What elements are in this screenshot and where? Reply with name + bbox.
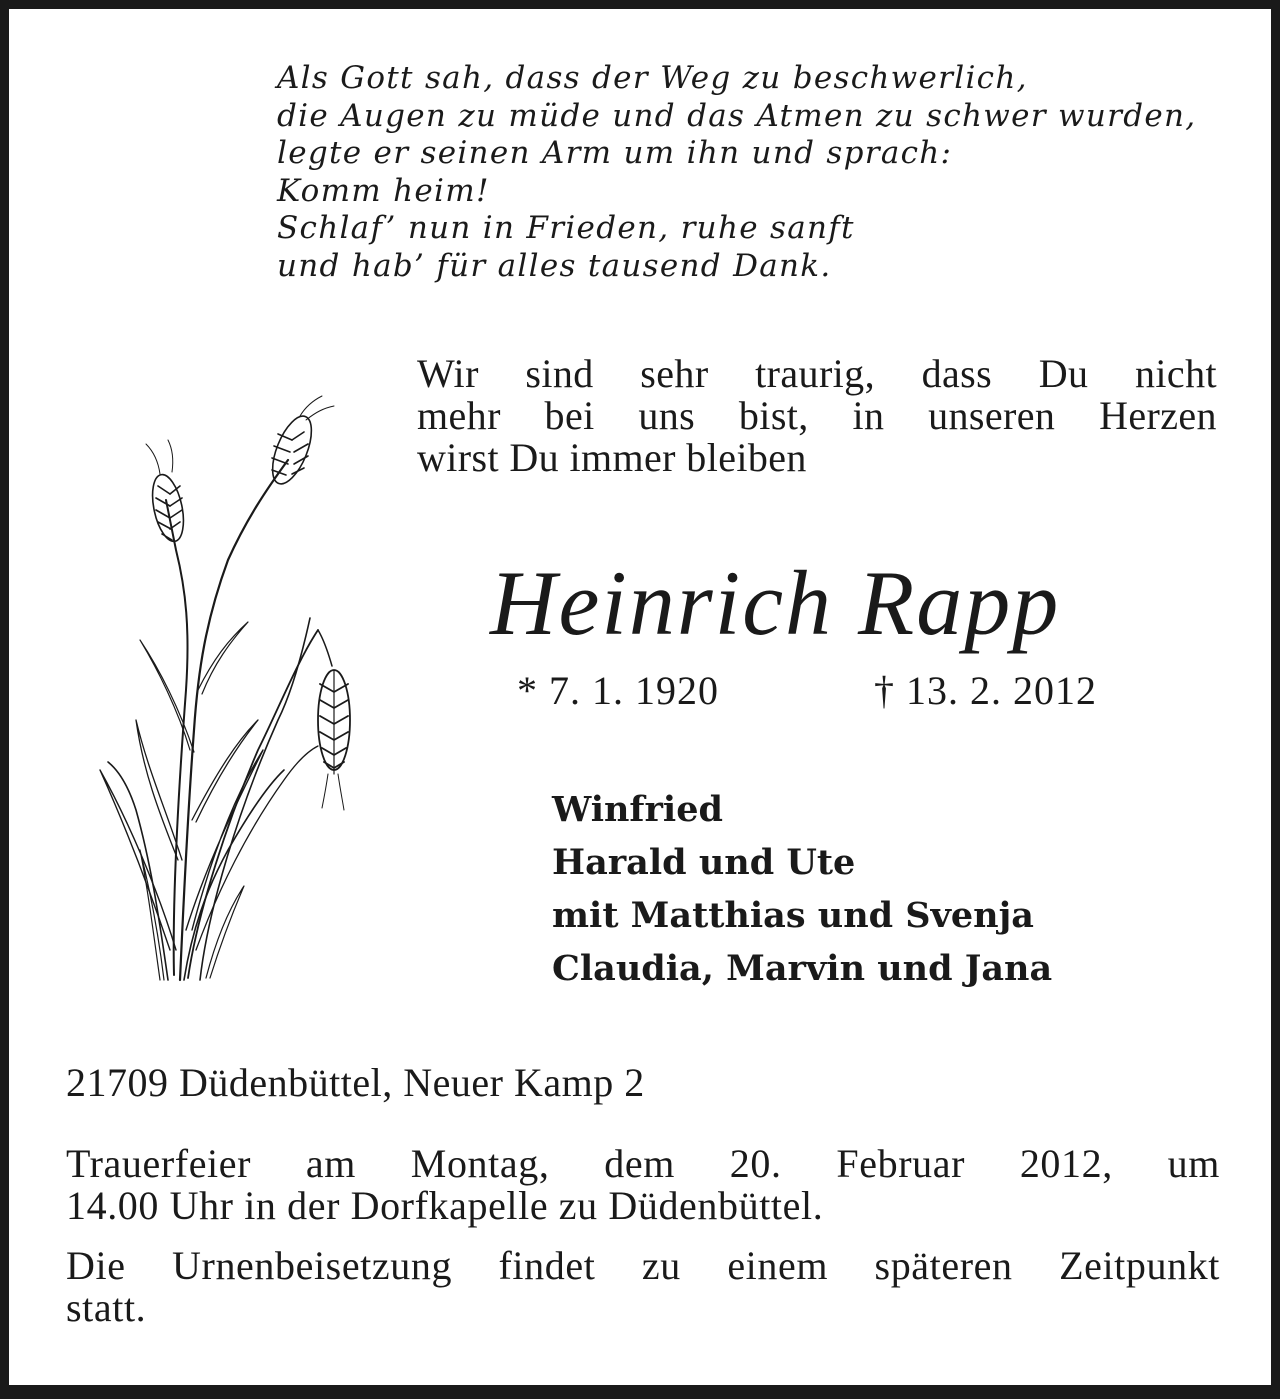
poem-line: legte er seinen Arm um ihn und sprach: (277, 135, 953, 171)
urn-line (66, 1245, 1220, 1287)
word: Du (1038, 351, 1089, 396)
word: Zeitpunkt (1059, 1243, 1220, 1288)
family-line: mit Matthias und Svenja (552, 895, 1034, 936)
word: einem (727, 1243, 829, 1288)
poem-line: Als Gott sah, dass der Weg zu beschwerlich, (277, 60, 1028, 96)
word: späteren (874, 1243, 1013, 1288)
word: am (305, 1141, 356, 1186)
word: Herzen (1099, 393, 1217, 438)
sorrow-message (417, 353, 1217, 479)
word: Februar (836, 1141, 965, 1186)
funeral-ceremony-info (66, 1143, 1220, 1227)
urn-line: statt. (66, 1285, 147, 1330)
word: nicht (1135, 351, 1217, 396)
word: Trauerfeier (66, 1141, 252, 1186)
word: Wir (417, 351, 479, 396)
sorrow-line (417, 353, 1217, 395)
word: unseren (928, 393, 1056, 438)
word: um (1167, 1141, 1220, 1186)
family-line: Winfried (552, 789, 723, 830)
word: Urnenbeisetzung (172, 1243, 453, 1288)
word: zu (641, 1243, 681, 1288)
word: mehr (417, 393, 501, 438)
poem-verse (277, 60, 1237, 285)
sorrow-line (417, 395, 1217, 437)
word: sehr (640, 351, 709, 396)
word: dem (604, 1141, 675, 1186)
poem-line: die Augen zu müde und das Atmen zu schwer wurden, (277, 97, 1197, 134)
word: in (852, 393, 885, 438)
urn-burial-info (66, 1245, 1220, 1329)
family-line: Harald und Ute (552, 842, 856, 883)
death-date: † 13. 2. 2012 (874, 668, 1097, 713)
word: Montag, (410, 1141, 550, 1186)
poem-line: und hab’ für alles tausend Dank. (277, 247, 832, 284)
family-line: Claudia, Marvin und Jana (552, 948, 1053, 989)
birth-date: * 7. 1. 1920 (517, 668, 719, 713)
ceremony-line (66, 1143, 1220, 1185)
word: bei (544, 393, 595, 438)
family-members (552, 783, 1052, 995)
sorrow-line: wirst Du immer bleiben (417, 435, 807, 480)
poem-line: Komm heim! (277, 172, 490, 209)
ceremony-line: 14.00 Uhr in der Dorfkapelle zu Düdenbüttel. (66, 1183, 824, 1228)
word: uns (638, 393, 696, 438)
word: bist, (738, 393, 809, 438)
wheat-stalks-icon (88, 390, 360, 990)
deceased-name: Heinrich Rapp (490, 552, 1061, 654)
word: Die (66, 1243, 126, 1288)
word: traurig, (755, 351, 875, 396)
word: 20. (729, 1141, 782, 1186)
word: findet (498, 1243, 596, 1288)
address: 21709 Düdenbüttel, Neuer Kamp 2 (66, 1060, 645, 1105)
word: sind (525, 351, 594, 396)
poem-line: Schlaf’ nun in Frieden, ruhe sanft (277, 210, 855, 246)
word: dass (921, 351, 993, 396)
word: 2012, (1019, 1141, 1113, 1186)
